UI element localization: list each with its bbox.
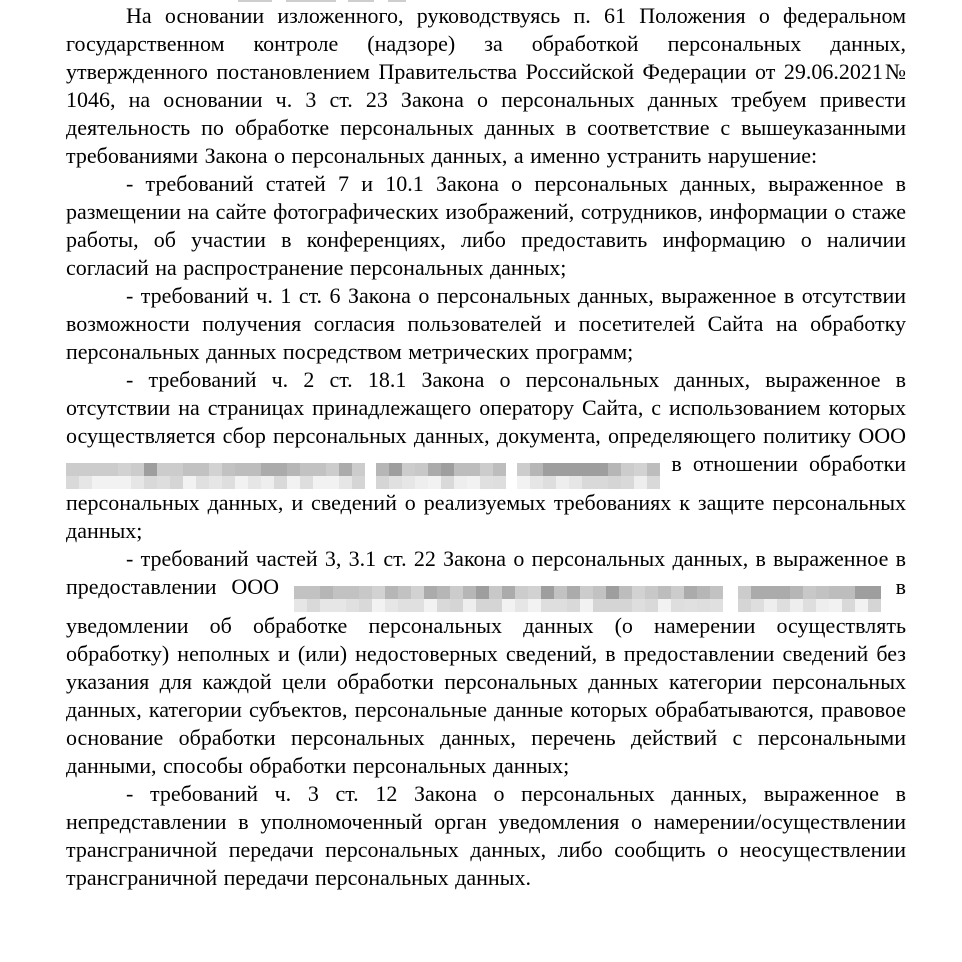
redaction-pixel [829,586,842,599]
redaction-pixel [372,599,385,612]
redaction-pixel [437,586,450,599]
redaction-pixel [170,476,183,489]
redaction-pixel [287,476,300,489]
redaction-pixel [105,476,118,489]
redaction-pixel [248,463,261,476]
redaction-pixel [326,463,339,476]
redaction-pixel [567,586,580,599]
redaction-pixel [287,463,300,476]
paragraph-text: в отношении обработки персональных данных, и сведений о реализуемых требованиях к защите персональных данных; [66,451,906,543]
redaction-pixel [376,476,389,489]
redaction-pixel [437,599,450,612]
paragraph-text [723,574,738,599]
redacted-company-name [294,586,723,612]
redaction-pixel [183,463,196,476]
redaction-pixel [595,476,608,489]
redaction-pixel [339,463,352,476]
redaction-pixel [376,463,389,476]
redaction-pixel [450,599,463,612]
redaction-pixel [777,586,790,599]
paragraph-violation-ch-3-3-1-st-22 [66,545,906,780]
redaction-pixel [144,476,157,489]
redaction-pixel [79,476,92,489]
redaction-pixel [105,463,118,476]
redaction-pixel [450,586,463,599]
redaction-pixel [320,586,333,599]
redaction-pixel [803,586,816,599]
paragraph-text: - требований частей 3, 3.1 ст. 22 Закона о персональных данных, в выраженное в предоставлении ООО [66,546,906,599]
redaction-pixel [556,476,569,489]
redaction-pixel [493,463,506,476]
paragraph-text [506,451,517,476]
redaction-pixel [764,599,777,612]
redacted-company-name [517,463,660,489]
redaction-pixel [634,476,647,489]
redaction-pixel [621,463,634,476]
redaction-pixel [307,599,320,612]
redaction-pixel [300,476,313,489]
redaction-pixel [313,476,326,489]
redaction-pixel [118,463,131,476]
redaction-pixel [790,586,803,599]
redaction-pixel [352,463,365,476]
redaction-pixel [92,476,105,489]
redaction-pixel [647,476,660,489]
redaction-pixel [196,476,209,489]
paragraph-basis [66,2,906,170]
redaction-pixel [517,463,530,476]
redaction-pixel [493,476,506,489]
redaction-pixel [385,586,398,599]
paragraph-text: На основании изложенного, руководствуясь п. 61 Положения о федеральном государственном контроле (надзоре) за обработкой персональных данных, утвержденного постановлением Правительства Российской Федерации от 29.06.2021№ 1046, на основании ч. 3 ст. 23 Закона о персональных данных требуем привести деятельность по обработке персональных данных в соответствие с вышеуказанными требованиями Закона о персональных данных, а именно устранить нарушение: [66,3,906,168]
redaction-pixel [608,463,621,476]
redaction-pixel [554,586,567,599]
redaction-pixel [855,586,868,599]
redaction-pixel [517,476,530,489]
redaction-pixel [157,476,170,489]
paragraph-violation-ch-3-st-12 [66,780,906,892]
redaction-pixel [480,476,493,489]
redaction-pixel [261,476,274,489]
redaction-pixel [415,463,428,476]
redaction-pixel [467,476,480,489]
redaction-pixel [320,599,333,612]
redaction-pixel [389,463,402,476]
redaction-pixel [515,586,528,599]
redaction-pixel [541,599,554,612]
redaction-pixel [441,476,454,489]
redaction-pixel [502,586,515,599]
redaction-pixel [710,599,723,612]
redaction-pixel [274,463,287,476]
redaction-pixel [671,599,684,612]
document-body [66,2,906,892]
redaction-pixel [816,586,829,599]
redaction-pixel [541,586,554,599]
redaction-pixel [543,463,556,476]
redaction-pixel [346,586,359,599]
redaction-pixel [385,599,398,612]
paragraph-text [365,451,376,476]
paragraph-text: - требований ч. 3 ст. 12 Закона о персональных данных, выраженное в непредставлении в уполномоченный орган уведомления о намерении/осуществлении трансграничной передачи персональных данных, либо сообщить о неосуществлении трансграничной передачи персональных данных. [66,781,906,890]
redaction-pixel [868,599,881,612]
redaction-pixel [346,599,359,612]
redaction-pixel [480,463,493,476]
redaction-pixel [842,599,855,612]
redaction-pixel [684,599,697,612]
paragraph-text: - требований статей 7 и 10.1 Закона о персональных данных, выраженное в размещении на сайте фотографических изображений, сотрудников, информации о стаже работы, об участии в конференциях, либо предоставить информацию о наличии согласий на распространение персональных данных; [66,171,906,280]
paragraph-violation-ch-2-st-18-1 [66,366,906,545]
paragraph-text: - требований ч. 1 ст. 6 Закона о персональных данных, выраженное в отсутствии возможности получения согласия пользователей и посетителей Сайта на обработку персональных данных посредством метрических программ; [66,283,906,364]
redaction-pixel [79,463,92,476]
redaction-pixel [66,476,79,489]
redaction-pixel [764,586,777,599]
redaction-pixel [580,599,593,612]
redaction-pixel [658,599,671,612]
paragraph-violation-st-7-10-1 [66,170,906,282]
redaction-pixel [183,476,196,489]
redaction-pixel [554,599,567,612]
redaction-pixel [235,476,248,489]
redaction-pixel [528,586,541,599]
redaction-pixel [131,476,144,489]
redaction-pixel [606,586,619,599]
redaction-pixel [868,586,881,599]
redaction-pixel [463,586,476,599]
redaction-pixel [621,476,634,489]
redaction-pixel [671,586,684,599]
redaction-pixel [582,463,595,476]
redaction-pixel [300,463,313,476]
redaction-pixel [619,586,632,599]
redaction-pixel [333,586,346,599]
redaction-pixel [352,476,365,489]
redaction-pixel [359,586,372,599]
redaction-pixel [261,463,274,476]
redaction-pixel [389,476,402,489]
redaction-pixel [441,463,454,476]
redaction-pixel [803,599,816,612]
redaction-pixel [411,599,424,612]
redaction-pixel [710,586,723,599]
redaction-pixel [543,476,556,489]
redaction-pixel [606,599,619,612]
redaction-pixel [92,463,105,476]
redaction-pixel [222,463,235,476]
redaction-pixel [307,586,320,599]
redaction-pixel [66,463,79,476]
redaction-pixel [697,599,710,612]
redaction-pixel [248,476,261,489]
redaction-pixel [697,586,710,599]
redaction-pixel [359,599,372,612]
redacted-company-name [376,463,506,489]
redaction-pixel [530,463,543,476]
redaction-pixel [751,599,764,612]
redaction-pixel [170,463,183,476]
redaction-pixel [333,599,346,612]
redaction-pixel [738,599,751,612]
redaction-pixel [476,586,489,599]
paragraph-text: в уведомлении об обработке персональных данных (о намерении осуществлять обработку) неполных и (или) недостоверных сведений, в предоставлении сведений без указания для каждой цели обработки персональных данных категории персональных данных, категории субъектов, персональные данные которых обрабатываются, правовое основание обработки персональных данных, перечень действий с персональными данными, способы обработки персональных данных; [66,574,906,778]
redaction-pixel [274,476,287,489]
redaction-pixel [580,586,593,599]
redaction-pixel [645,586,658,599]
redaction-pixel [595,463,608,476]
redaction-pixel [118,476,131,489]
redaction-pixel [569,476,582,489]
redaction-pixel [415,476,428,489]
redaction-pixel [454,463,467,476]
redaction-pixel [829,599,842,612]
redaction-pixel [489,586,502,599]
redaction-pixel [751,586,764,599]
redaction-pixel [593,599,606,612]
redaction-pixel [428,476,441,489]
redaction-pixel [463,599,476,612]
redaction-pixel [608,476,621,489]
redaction-pixel [454,476,467,489]
redaction-pixel [567,599,580,612]
redaction-pixel [467,463,480,476]
redaction-pixel [842,586,855,599]
redaction-pixel [326,476,339,489]
redaction-pixel [372,586,385,599]
redaction-pixel [398,599,411,612]
redaction-pixel [209,463,222,476]
redaction-pixel [144,463,157,476]
redaction-pixel [424,599,437,612]
redaction-pixel [428,463,441,476]
redaction-pixel [632,599,645,612]
redaction-pixel [777,599,790,612]
redaction-pixel [222,476,235,489]
redaction-pixel [398,586,411,599]
redacted-company-name [738,586,881,612]
redaction-pixel [131,463,144,476]
redaction-pixel [530,476,543,489]
redaction-pixel [593,586,606,599]
redaction-pixel [619,599,632,612]
redaction-pixel [515,599,528,612]
redaction-pixel [556,463,569,476]
redaction-pixel [658,586,671,599]
redaction-pixel [489,599,502,612]
redaction-pixel [569,463,582,476]
redaction-pixel [402,463,415,476]
redaction-pixel [196,463,209,476]
redaction-pixel [632,586,645,599]
redacted-company-name [66,463,365,489]
paragraph-violation-ch-1-st-6 [66,282,906,366]
redaction-pixel [157,463,170,476]
redaction-pixel [402,476,415,489]
redaction-pixel [645,599,658,612]
redaction-pixel [855,599,868,612]
redaction-pixel [528,599,541,612]
redaction-pixel [235,463,248,476]
redaction-pixel [411,586,424,599]
redaction-pixel [502,599,515,612]
redaction-pixel [209,476,222,489]
redaction-pixel [339,476,352,489]
redaction-pixel [634,463,647,476]
redaction-pixel [790,599,803,612]
redaction-pixel [738,586,751,599]
redaction-pixel [313,463,326,476]
redaction-pixel [647,463,660,476]
redaction-pixel [476,599,489,612]
redaction-pixel [424,586,437,599]
paragraph-text: - требований ч. 2 ст. 18.1 Закона о персональных данных, выраженное в отсутствии на страницах принадлежащего оператору Сайта, с использованием которых осуществляется сбор персональных данных, документа, определяющего политику ООО [66,367,906,448]
redaction-pixel [294,599,307,612]
redaction-pixel [582,476,595,489]
redaction-pixel [684,586,697,599]
redaction-pixel [294,586,307,599]
redaction-pixel [816,599,829,612]
